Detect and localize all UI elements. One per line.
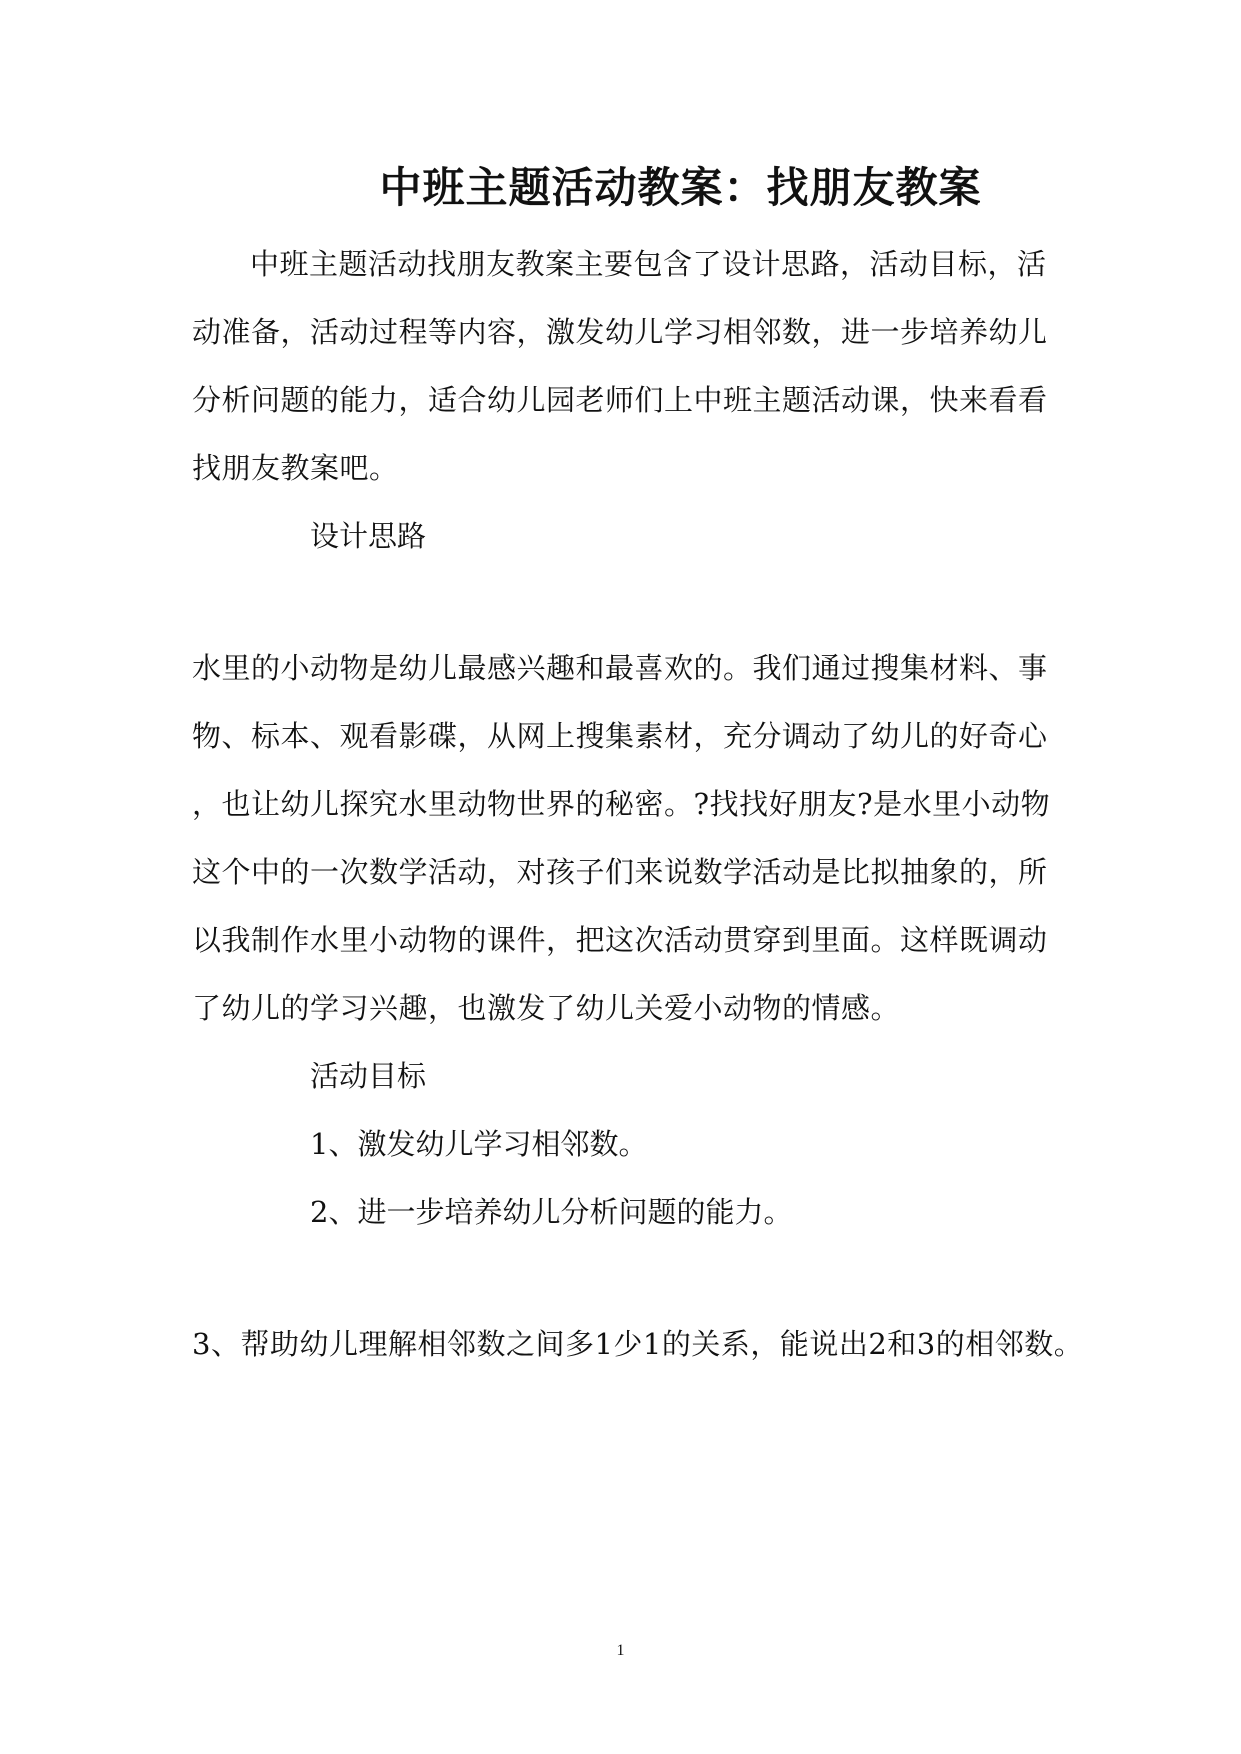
- intro-line-4: 找朋友教案吧。: [192, 451, 399, 485]
- design-line-6: 了幼儿的学习兴趣，也激发了幼儿关爱小动物的情感。: [192, 991, 901, 1025]
- design-line-1: 水里的小动物是幼儿最感兴趣和最喜欢的。我们通过搜集材料、事: [192, 651, 1048, 685]
- document-title: 中班主题活动教案：找朋友教案: [379, 163, 982, 212]
- design-line-5: 以我制作水里小动物的课件，把这次活动贯穿到里面。这样既调动: [192, 923, 1048, 957]
- goal-item-2: 2、进一步培养幼儿分析问题的能力。: [310, 1195, 793, 1229]
- goal-item-1: 1、激发幼儿学习相邻数。: [310, 1127, 648, 1161]
- intro-line-3: 分析问题的能力，适合幼儿园老师们上中班主题活动课，快来看看: [192, 383, 1048, 417]
- intro-line-2: 动准备，活动过程等内容，激发幼儿学习相邻数，进一步培养幼儿: [192, 315, 1048, 349]
- section-heading-design: 设计思路: [310, 519, 427, 553]
- goal-item-3: 3、帮助幼儿理解相邻数之间多1少1的关系，能说出2和3的相邻数。: [192, 1327, 1084, 1361]
- design-line-4: 这个中的一次数学活动，对孩子们来说数学活动是比拟抽象的，所: [192, 855, 1048, 889]
- page-number: 1: [616, 1642, 625, 1659]
- section-heading-goals: 活动目标: [310, 1059, 427, 1093]
- intro-line-1: 中班主题活动找朋友教案主要包含了设计思路，活动目标，活: [250, 247, 1047, 281]
- design-line-2: 物、标本、观看影碟，从网上搜集素材，充分调动了幼儿的好奇心: [192, 719, 1048, 753]
- design-line-3: ，也让幼儿探究水里动物世界的秘密。?找找好朋友?是水里小动物: [192, 787, 1051, 821]
